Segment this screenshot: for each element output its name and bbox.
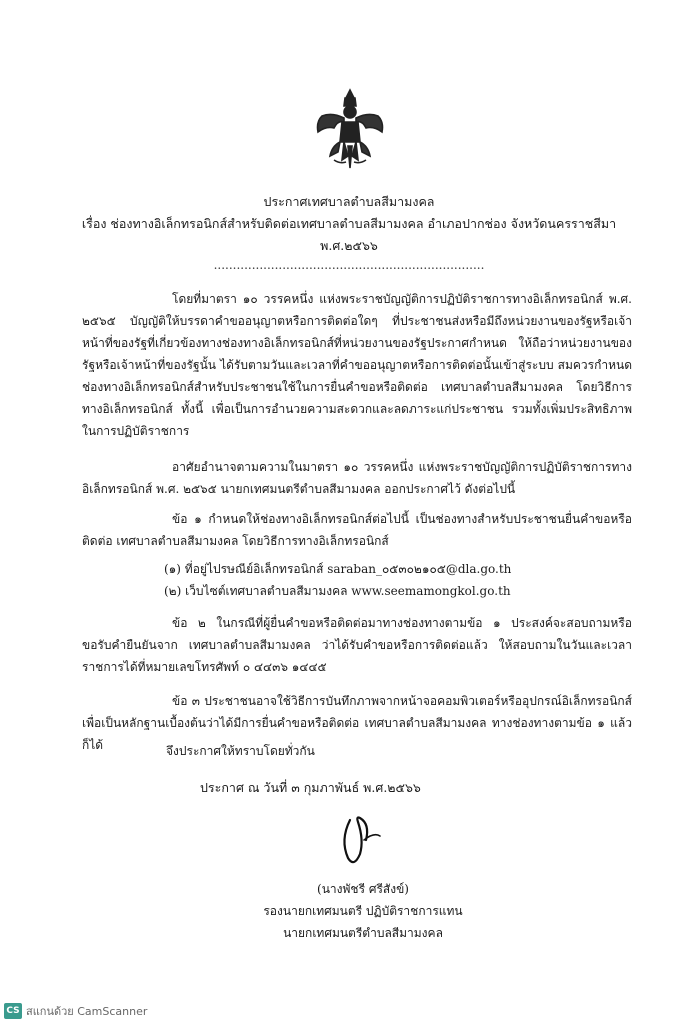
channel-email: (๑) ที่อยู่ไปรษณีย์อิเล็กทรอนิกส์ saraban_๐๕๓๐๒๑๐๕@dla.go.th — [164, 562, 512, 576]
announcement-date: ประกาศ ณ วันที่ ๓ กุมภาพันธ์ พ.ศ.๒๕๖๖ — [200, 780, 421, 795]
scanner-watermark — [4, 1002, 147, 1020]
signatory-name: (นางพัชรี ศรีสังข์) — [317, 882, 409, 896]
clause-1 — [82, 508, 632, 552]
announcement-closing: จึงประกาศให้ทราบโดยทั่วกัน — [166, 744, 315, 758]
channel-website: (๒) เว็บไซต์เทศบาลตำบลสีมามงคล www.seemamongkol.go.th — [164, 584, 511, 598]
camscanner-logo-icon: CS — [4, 1003, 22, 1019]
title-divider: ....................................................................... — [213, 258, 485, 272]
document-subject: เรื่อง ช่องทางอิเล็กทรอนิกส์สำหรับติดต่อเทศบาลตำบลสีมามงคล อำเภอปากช่อง จังหวัดนครราชสีมา — [81, 216, 617, 231]
paragraph-authority-text: อาศัยอำนาจตามความในมาตรา ๑๐ วรรคหนึ่ง แห่งพระราชบัญญัติการปฏิบัติราชการทางอิเล็กทรอนิกส์ พ.ศ. ๒๕๖๕ นายกเทศมนตรีตำบลสีมามงคล ออกประกาศไว้ ดังต่อไปนี้ — [82, 460, 632, 496]
document-year: พ.ศ.๒๕๖๖ — [320, 238, 378, 253]
document-title: ประกาศเทศบาลตำบลสีมามงคล — [263, 194, 435, 209]
signatory-position: รองนายกเทศมนตรี ปฏิบัติราชการแทน — [263, 904, 463, 918]
clause-3 — [82, 690, 632, 756]
clause-2 — [82, 612, 632, 678]
handwritten-signature-icon — [330, 810, 410, 870]
garuda-emblem-icon — [312, 86, 388, 170]
signatory-office: นายกเทศมนตรีตำบลสีมามงคล — [283, 926, 443, 940]
clause-1-text: ข้อ ๑ กำหนดให้ช่องทางอิเล็กทรอนิกส์ต่อไปนี้ เป็นช่องทางสำหรับประชาชนยื่นคำขอหรือติดต่อ เทศบาลตำบลสีมามงคล โดยวิธีการทางอิเล็กทรอนิกส์ — [82, 512, 632, 548]
clause-2-text: ข้อ ๒ ในกรณีที่ผู้ยื่นคำขอหรือติดต่อมาทางช่องทางตามข้อ ๑ ประสงค์จะสอบถามหรือขอรับคำยืนยันจาก เทศบาลตำบลสีมามงคล ว่าได้รับคำขอหรือการติดต่อแล้ว ให้สอบถามในวันและเวลาราชการได้ที่หมายเลขโทรศัพท์ ๐ ๔๔๓๖ ๑๔๔๕ — [82, 616, 632, 674]
paragraph-authority — [82, 456, 632, 500]
scanner-text: สแกนด้วย CamScanner — [26, 1005, 148, 1018]
paragraph-preamble-text: โดยที่มาตรา ๑๐ วรรคหนึ่ง แห่งพระราชบัญญัติการปฏิบัติราชการทางอิเล็กทรอนิกส์ พ.ศ. ๒๕๖๕ บัญญัติให้บรรดาคำขออนุญาตหรือการติดต่อใดๆ ที่ประชาชนส่งหรือมีถึงหน่วยงานของรัฐหรือเจ้าหน้าที่ของรัฐที่เกี่ยวข้องทางช่องทางอิเล็กทรอนิกส์ที่หน่วยงานของรัฐประกาศกำหนด ให้ถือว่าหน่วยงานของรัฐหรือเจ้าหน้าที่ของรัฐนั้น ได้รับตามวันและเวลาที่คำขออนุญาตหรือการติดต่อนั้นเข้าสู่ระบบ สมควรกำหนดช่องทางอิเล็กทรอนิกส์สำหรับประชาชนใช้ในการยื่นคำขอหรือติดต่อ เทศบาลตำบลสีมามงคล โดยวิธีการทางอิเล็กทรอนิกส์ ทั้งนี้ เพื่อเป็นการอำนวยความสะดวกและลดภาระแก่ประชาชน รวมทั้งเพิ่มประสิทธิภาพในการปฏิบัติราชการ — [82, 292, 632, 438]
clause-3-text: ข้อ ๓ ประชาชนอาจใช้วิธีการบันทึกภาพจากหน้าจอคอมพิวเตอร์หรืออุปกรณ์อิเล็กทรอนิกส์เพื่อเป็นหลักฐานเบื้องต้นว่าได้มีการยื่นคำขอหรือติดต่อ เทศบาลตำบลสีมามงคล ทางช่องทางตามข้อ ๑ แล้ว ก็ได้ — [82, 694, 632, 752]
paragraph-preamble — [82, 288, 632, 442]
